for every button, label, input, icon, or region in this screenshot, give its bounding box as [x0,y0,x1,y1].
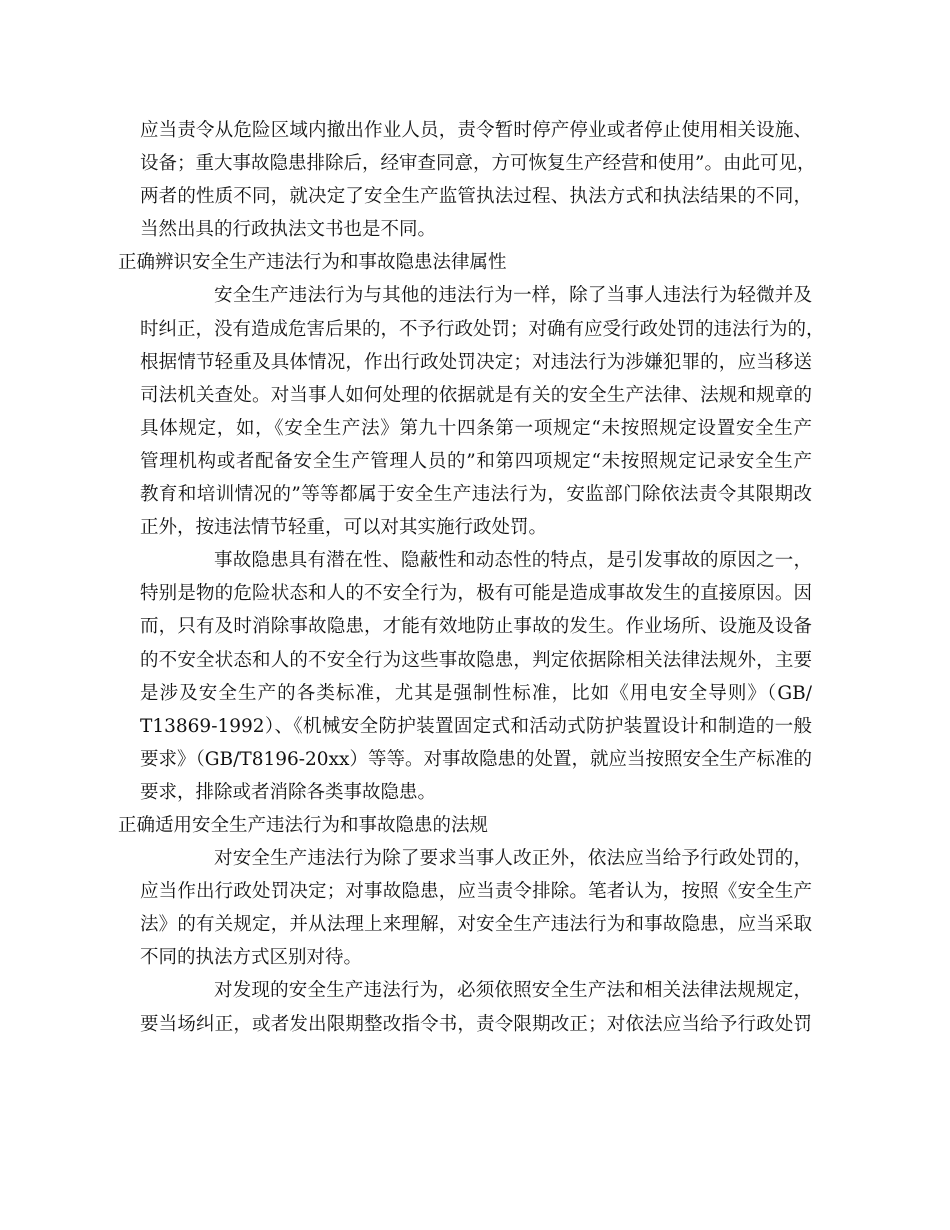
text-line: 两者的性质不同，就决定了安全生产监管执法过程、执法方式和执法结果的不同， [140,186,812,208]
paragraph-5 [140,974,812,1040]
text-line: 而，只有及时消除事故隐患，才能有效地防止事故的发生。作业场所、设施及设备 [140,616,812,638]
text-line: 应当责令从危险区域内撤出作业人员，责令暂时停产停业或者停止使用相关设施、 [140,120,812,141]
text-line: T13869-1992）、《机械安全防护装置固定式和活动式防护装置设计和制造的一般 [140,715,812,737]
text-line: 管理机构或者配备安全生产管理人员的”和第四项规定“未按照规定记录安全生产 [140,450,812,472]
text-line: 事故隐患具有潜在性、隐蔽性和动态性的特点，是引发事故的原因之一， [214,550,812,572]
text-line: 具体规定，如，《安全生产法》第九十四条第一项规定“未按照规定设置安全生产 [140,417,812,439]
text-line: 要当场纠正，或者发出限期整改指令书，责令限期改正；对依法应当给予行政处罚 [140,1013,812,1035]
text-line: 不同的执法方式区别对待。 [140,947,363,969]
section-heading-applicable-regulations: 正确适用安全生产违法行为和事故隐患的法规 [118,814,489,836]
text-line: 根据情节轻重及具体情况，作出行政处罚决定；对违法行为涉嫌犯罪的，应当移送 [140,351,812,373]
text-line: 对发现的安全生产违法行为，必须依照安全生产法和相关法律法规规定， [214,980,812,1002]
section-heading-legal-attributes: 正确辨识安全生产违法行为和事故隐患法律属性 [118,252,507,274]
paragraph-4 [140,842,812,974]
text-line: 设备；重大事故隐患排除后，经审查同意，方可恢复生产经营和使用”。由此可见， [140,153,816,175]
paragraph-2 [140,279,825,544]
text-line: 安全生产违法行为与其他的违法行为一样，除了当事人违法行为轻微并及 [214,285,812,307]
document-body [118,114,825,1041]
text-line: 对安全生产违法行为除了要求当事人改正外，依法应当给予行政处罚的， [214,848,812,870]
text-line: 时纠正，没有造成危害后果的，不予行政处罚；对确有应受行政处罚的违法行为的， [140,318,825,340]
text-line: 法》的有关规定，并从法理上来理解，对安全生产违法行为和事故隐患，应当采取 [140,914,812,936]
text-line: 要求》（GB/T8196-20xx）等等。对事故隐患的处置，就应当按照安全生产标准的 [140,748,812,770]
text-line: 当然出具的行政执法文书也是不同。 [140,219,437,241]
text-line: 教育和培训情况的”等等都属于安全生产违法行为，安监部门除依法责令其限期改 [140,484,812,506]
text-line: 是涉及安全生产的各类标准，尤其是强制性标准，比如《用电安全导则》（GB/ [140,682,812,704]
text-line: 司法机关查处。对当事人如何处理的依据就是有关的安全生产法律、法规和规章的 [140,384,812,406]
paragraph-3 [140,544,812,809]
text-line: 应当作出行政处罚决定；对事故隐患，应当责令排除。笔者认为，按照《安全生产 [140,881,812,903]
text-line: 特别是物的危险状态和人的不安全行为，极有可能是造成事故发生的直接原因。因 [140,583,812,605]
text-line: 要求，排除或者消除各类事故隐患。 [140,781,437,803]
text-line: 的不安全状态和人的不安全行为这些事故隐患，判定依据除相关法律法规外，主要 [140,649,812,671]
text-line: 正外，按违法情节轻重，可以对其实施行政处罚。 [140,517,548,539]
paragraph-1 [140,114,816,246]
